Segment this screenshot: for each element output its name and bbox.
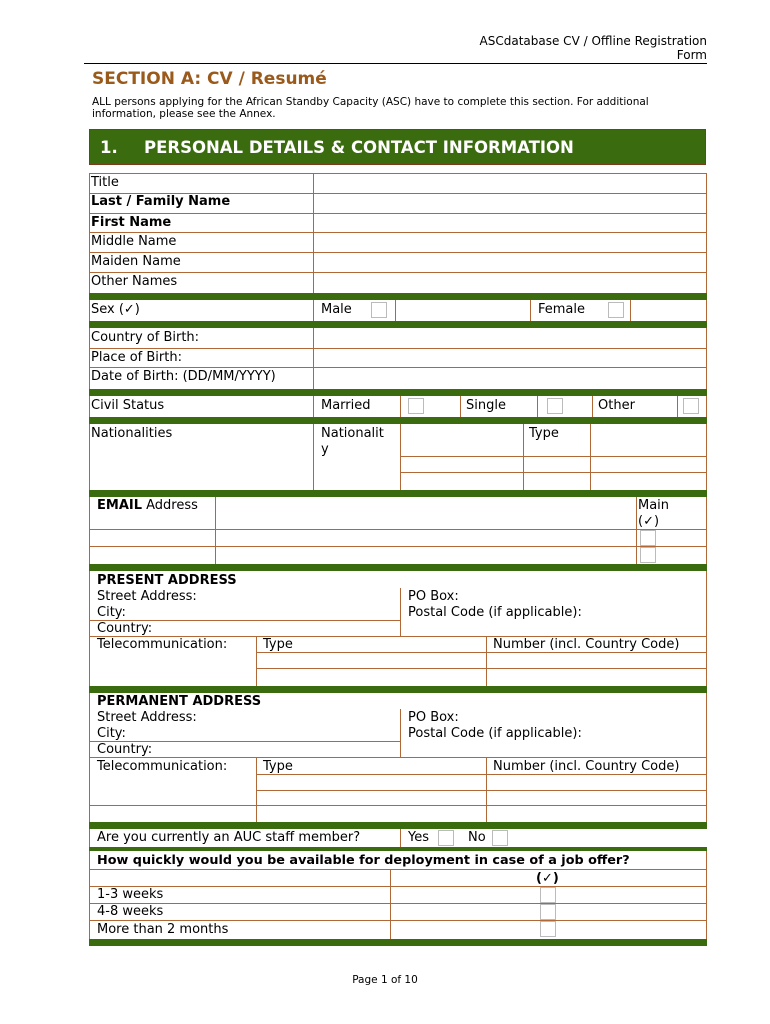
rule bbox=[89, 829, 90, 847]
married-label: Married bbox=[321, 398, 371, 413]
first-name-label: First Name bbox=[91, 215, 172, 230]
nationalities-label: Nationalities bbox=[91, 426, 173, 441]
rule bbox=[89, 920, 707, 921]
permanent-type-field-3[interactable] bbox=[258, 806, 484, 821]
part-title-bar bbox=[89, 129, 706, 165]
rule bbox=[89, 851, 90, 939]
country-of-birth-field[interactable] bbox=[315, 329, 704, 347]
rule bbox=[706, 300, 707, 321]
permanent-address-title: PERMANENT ADDRESS bbox=[97, 694, 262, 709]
present-address-title: PRESENT ADDRESS bbox=[97, 573, 237, 588]
rule bbox=[706, 396, 707, 417]
section-title: SECTION A: CV / Resumé bbox=[92, 69, 327, 89]
rule bbox=[89, 396, 90, 417]
other-names-label: Other Names bbox=[91, 274, 178, 289]
country-of-birth-label: Country of Birth: bbox=[91, 330, 200, 345]
permanent-number-label: Number (incl. Country Code) bbox=[493, 759, 680, 774]
availability-option-1: 1-3 weeks bbox=[97, 887, 164, 902]
rule bbox=[395, 300, 396, 321]
separator-band bbox=[89, 564, 707, 571]
present-type-field-2[interactable] bbox=[258, 669, 484, 685]
rule bbox=[89, 252, 707, 253]
male-checkbox[interactable] bbox=[371, 302, 387, 318]
nationality-field-1[interactable] bbox=[402, 426, 521, 455]
other-names-field[interactable] bbox=[315, 274, 704, 292]
female-label: Female bbox=[538, 302, 586, 317]
rule bbox=[400, 829, 401, 847]
present-number-label: Number (incl. Country Code) bbox=[493, 637, 680, 652]
rule bbox=[706, 328, 707, 389]
rule bbox=[400, 424, 401, 490]
rule bbox=[400, 396, 401, 417]
last-name-field[interactable] bbox=[315, 195, 704, 212]
permanent-type-field-2[interactable] bbox=[258, 791, 484, 804]
email-field-2[interactable] bbox=[217, 530, 634, 545]
nationality-col-label-b: y bbox=[321, 442, 329, 457]
rule bbox=[630, 300, 631, 321]
married-checkbox[interactable] bbox=[408, 398, 424, 414]
separator-band bbox=[89, 686, 707, 693]
email-main-label-a: Main bbox=[638, 498, 670, 513]
permanent-number-field-1[interactable] bbox=[488, 775, 705, 789]
rule bbox=[89, 497, 90, 564]
part-title: PERSONAL DETAILS & CONTACT INFORMATION bbox=[144, 138, 574, 157]
part-number: 1. bbox=[100, 138, 118, 157]
rule bbox=[400, 709, 401, 757]
section-intro: ALL persons applying for the African Standby Capacity (ASC) have to complete this section. For additional information, please see the Annex. bbox=[92, 96, 649, 120]
permanent-city-label: City: bbox=[97, 726, 126, 741]
rule bbox=[89, 571, 90, 686]
availability-checkbox-1[interactable] bbox=[540, 887, 556, 903]
rule bbox=[706, 173, 707, 293]
page-number: Page 1 of 10 bbox=[352, 974, 418, 986]
auc-no-checkbox[interactable] bbox=[492, 830, 508, 846]
middle-name-field[interactable] bbox=[315, 234, 704, 251]
present-type-field-1[interactable] bbox=[258, 653, 484, 667]
rule bbox=[706, 497, 707, 564]
availability-question: How quickly would you be available for deployment in case of a job offer? bbox=[97, 853, 630, 868]
rule bbox=[590, 424, 591, 490]
present-postal-label: Postal Code (if applicable): bbox=[408, 605, 582, 620]
separator-band-thin bbox=[89, 847, 707, 851]
present-type-label: Type bbox=[263, 637, 293, 652]
rule bbox=[313, 424, 314, 490]
date-of-birth-label: Date of Birth: (DD/MM/YYYY) bbox=[91, 369, 276, 384]
single-checkbox[interactable] bbox=[547, 398, 563, 414]
header-line-2: Form bbox=[676, 48, 707, 62]
last-name-label: Last / Family Name bbox=[91, 194, 231, 209]
auc-question: Are you currently an AUC staff member? bbox=[97, 830, 361, 845]
availability-option-3: More than 2 months bbox=[97, 922, 229, 937]
separator-band bbox=[89, 490, 707, 497]
rule bbox=[89, 213, 707, 214]
present-telecom-label: Telecommunication: bbox=[97, 637, 228, 652]
first-name-field[interactable] bbox=[315, 215, 704, 231]
male-label: Male bbox=[321, 302, 352, 317]
rule bbox=[537, 396, 538, 417]
separator-band bbox=[89, 417, 707, 424]
rule bbox=[89, 869, 707, 870]
email-label bbox=[97, 498, 198, 513]
email-field-3[interactable] bbox=[217, 547, 634, 563]
nationality-field-3[interactable] bbox=[402, 473, 521, 489]
separator-band bbox=[89, 822, 707, 829]
rule bbox=[215, 497, 216, 564]
place-of-birth-field[interactable] bbox=[315, 349, 704, 366]
sex-label: Sex (✓) bbox=[91, 302, 140, 317]
email-main-checkbox-1[interactable] bbox=[640, 530, 656, 546]
permanent-street-label: Street Address: bbox=[97, 710, 197, 725]
rule bbox=[706, 424, 707, 490]
rule bbox=[313, 300, 314, 321]
place-of-birth-label: Place of Birth: bbox=[91, 350, 182, 365]
email-main-checkbox-2[interactable] bbox=[640, 547, 656, 563]
separator-band bbox=[89, 939, 707, 946]
permanent-number-field-3[interactable] bbox=[488, 806, 705, 821]
title-label: Title bbox=[91, 175, 119, 190]
permanent-number-field-2[interactable] bbox=[488, 791, 705, 804]
permanent-telecom-label: Telecommunication: bbox=[97, 759, 228, 774]
present-street-label: Street Address: bbox=[97, 589, 197, 604]
nationality-type-label: Type bbox=[529, 426, 559, 441]
present-number-field-1[interactable] bbox=[488, 653, 705, 667]
email-label-bold: EMAIL bbox=[97, 498, 142, 513]
permanent-type-label: Type bbox=[263, 759, 293, 774]
rule bbox=[89, 232, 707, 233]
maiden-name-field[interactable] bbox=[315, 254, 704, 271]
rule bbox=[89, 757, 707, 758]
present-pobox-label: PO Box: bbox=[408, 589, 459, 604]
permanent-postal-label: Postal Code (if applicable): bbox=[408, 726, 582, 741]
rule bbox=[400, 588, 401, 636]
header-rule bbox=[84, 63, 707, 64]
nationality-type-field-1[interactable] bbox=[592, 426, 705, 455]
rule bbox=[89, 173, 707, 174]
permanent-type-field-1[interactable] bbox=[258, 775, 484, 789]
rule bbox=[313, 396, 314, 417]
maiden-name-label: Maiden Name bbox=[91, 254, 181, 269]
rule bbox=[89, 424, 90, 490]
date-of-birth-field[interactable] bbox=[315, 368, 704, 388]
present-country-label: Country: bbox=[97, 621, 153, 636]
female-checkbox[interactable] bbox=[608, 302, 624, 318]
availability-check-label: (✓) bbox=[536, 871, 559, 886]
auc-yes-checkbox[interactable] bbox=[438, 830, 454, 846]
availability-option-2: 4-8 weeks bbox=[97, 904, 164, 919]
rule bbox=[592, 396, 593, 417]
permanent-pobox-label: PO Box: bbox=[408, 710, 459, 725]
rule bbox=[89, 272, 707, 273]
title-field[interactable] bbox=[315, 175, 704, 192]
permanent-country-label: Country: bbox=[97, 742, 153, 757]
single-label: Single bbox=[466, 398, 506, 413]
rule bbox=[460, 396, 461, 417]
separator-band bbox=[89, 321, 707, 328]
document-header bbox=[480, 34, 707, 62]
civil-other-checkbox[interactable] bbox=[683, 398, 699, 414]
rule bbox=[313, 173, 314, 293]
email-main-label-b: (✓) bbox=[638, 514, 660, 529]
rule bbox=[256, 636, 257, 686]
present-city-label: City: bbox=[97, 605, 126, 620]
civil-status-label: Civil Status bbox=[91, 398, 165, 413]
availability-checkbox-3[interactable] bbox=[540, 921, 556, 937]
rule bbox=[677, 396, 678, 417]
rule bbox=[523, 424, 524, 490]
email-field-1[interactable] bbox=[217, 498, 634, 528]
rule bbox=[89, 328, 90, 389]
email-label-rest: Address bbox=[142, 498, 198, 513]
availability-checkbox-2[interactable] bbox=[540, 904, 556, 920]
middle-name-label: Middle Name bbox=[91, 234, 177, 249]
separator-band bbox=[89, 293, 707, 300]
auc-no-label: No bbox=[468, 830, 486, 845]
header-line-1: ASCdatabase CV / Offline Registration bbox=[479, 34, 707, 48]
auc-yes-label: Yes bbox=[408, 830, 429, 845]
rule bbox=[89, 886, 707, 887]
rule bbox=[390, 869, 391, 939]
separator-band bbox=[89, 389, 707, 396]
rule bbox=[89, 173, 90, 293]
rule bbox=[313, 328, 314, 389]
civil-other-label: Other bbox=[598, 398, 635, 413]
rule bbox=[89, 300, 90, 321]
rule bbox=[530, 300, 531, 321]
rule bbox=[636, 497, 637, 564]
nationality-field-2[interactable] bbox=[402, 457, 521, 471]
nationality-col-label-a: Nationalit bbox=[321, 426, 384, 441]
present-number-field-2[interactable] bbox=[488, 669, 705, 685]
rule bbox=[89, 903, 707, 904]
rule bbox=[706, 851, 707, 939]
rule bbox=[486, 636, 487, 686]
